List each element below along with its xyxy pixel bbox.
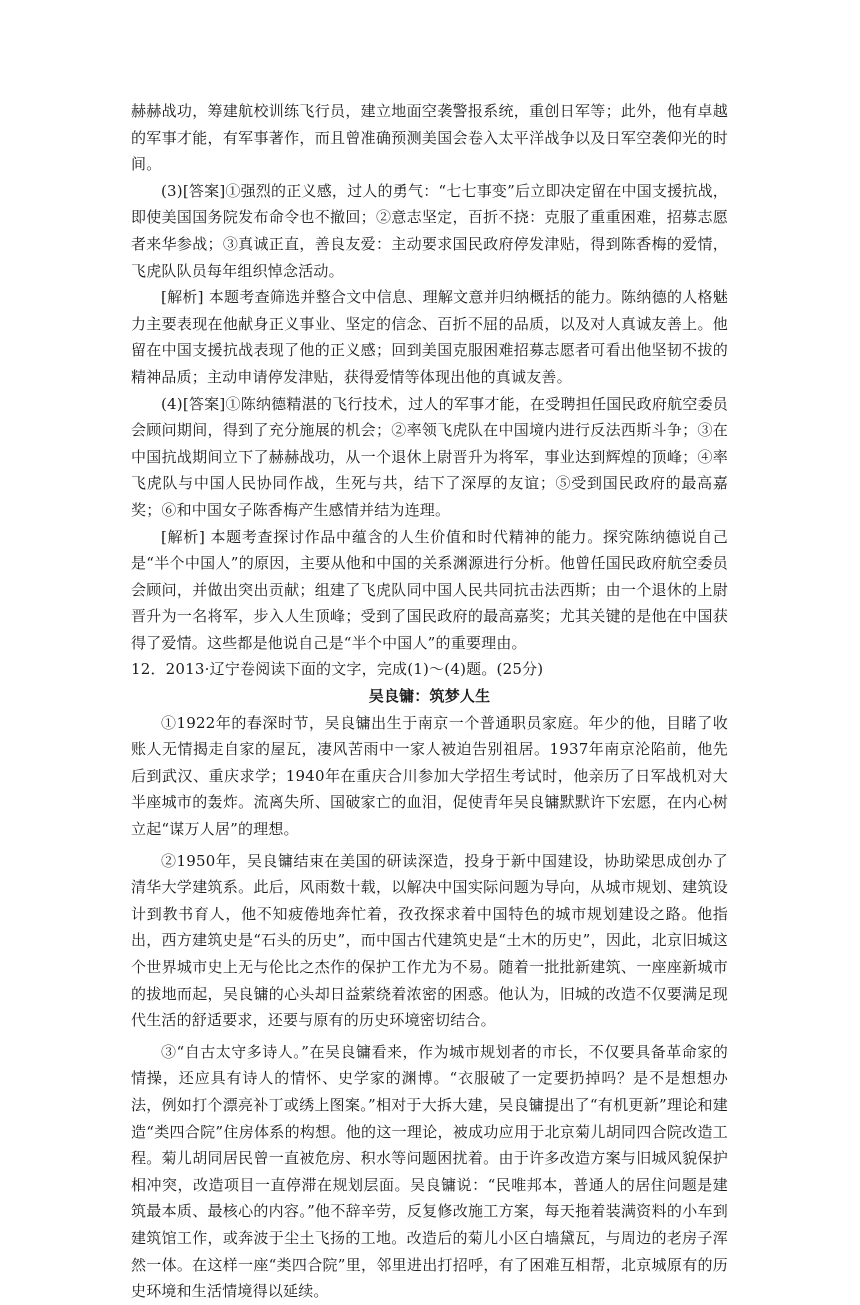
q3-analysis-paragraph (131, 284, 728, 390)
q4-analysis-label: [解析] (161, 527, 205, 546)
article-paragraph-1: ①1922年的春深时节，吴良镛出生于南京一个普通职员家庭。年少的他，目睹了收账人无情揭走自家的屋瓦，凄风苦雨中一家人被迫告别祖居。1937年南京沦陷前，他先后到武汉、重庆求学；1940年在重庆合川参加大学招生考试时，他亲历了日军战机对大半座城市的轰炸。流离失所、国破家亡的血泪，促使青年吴良镛默默许下宏愿，在内心树立起“谋万人居”的理想。 (131, 713, 728, 839)
continued-paragraph: 赫赫战功，筹建航校训练飞行员，建立地面空袭警报系统，重创日军等；此外，他有卓越的军事才能，有军事著作，而且曾准确预测美国会卷入太平洋战争以及日军空袭仰光的时间。 (131, 102, 728, 174)
article-title: 吴良镛：筑梦人生 (368, 687, 491, 706)
q3-answer-label: (3)[答案] (161, 181, 226, 200)
q4-analysis-text: 本题考查探讨作品中蕴含的人生价值和时代精神的能力。探究陈纳德说自己是“半个中国人”的原因，主要从他和中国的关系渊源进行分析。他曾任国民政府航空委员会顾问，并做出突出贡献；组建了飞虎队同中国人民共同抗击法西斯；由一个退休的上尉晋升为一名将军，步入人生顶峰；受到了国民政府的最高嘉奖；尤其关键的是他在中国获得了爱情。这些都是他说自己是“半个中国人”的重要理由。 (131, 527, 728, 652)
q3-answer-text: ①强烈的正义感，过人的勇气：“七七事变”后立即决定留在中国支援抗战，即使美国国务院发布命令也不撤回；②意志坚定，百折不挠：克服了重重困难，招募志愿者来华参战；③真诚正直，善良友爱：主动要求国民政府停发津贴，得到陈香梅的爱情，飞虎队队员每年组织悼念活动。 (131, 181, 729, 280)
question-12-stem: 12．2013·辽宁卷阅读下面的文字，完成(1)～(4)题。(25分) (131, 660, 544, 679)
q4-analysis-paragraph (131, 524, 728, 657)
q4-answer-label: (4)[答案] (161, 394, 226, 413)
q4-answer-text: ①陈纳德精湛的飞行技术，过人的军事才能，在受聘担任国民政府航空委员会顾问期间，得到了充分施展的机会；②率领飞虎队在中国境内进行反法西斯斗争；③在中国抗战期间立下了赫赫战功，从一个退休上尉晋升为将军，事业达到辉煌的顶峰；④率飞虎队与中国人民协同作战，生死与共，结下了深厚的友谊；⑤受到国民政府的最高嘉奖；⑥和中国女子陈香梅产生感情并结为连理。 (131, 394, 729, 519)
article-paragraph-2: ②1950年，吴良镛结束在美国的研读深造，投身于新中国建设，协助梁思成创办了清华大学建筑系。此后，风雨数十载，以解决中国实际问题为导向，从城市规划、建筑设计到教书育人，他不知疲倦地奔忙着，孜孜探求着中国特色的城市规划建设之路。他指出，西方建筑史是“石头的历史”，而中国古代建筑史是“土木的历史”，因此，北京旧城这个世界城市史上无与伦比之杰作的保护工作尤为不易。随着一批批新建筑、一座座新城市的拔地而起，吴良镛的心头却日益萦绕着浓密的困惑。他认为，旧城的改造不仅要满足现代生活的舒适要求，还要与原有的历史环境密切结合。 (131, 851, 728, 1030)
q3-answer-paragraph (131, 178, 728, 284)
q3-analysis-label: [解析] (161, 288, 204, 307)
q4-answer-paragraph (131, 391, 728, 524)
document-page (131, 98, 728, 1305)
article-paragraph-3: ③“自古太守多诗人。”在吴良镛看来，作为城市规划者的市长，不仅要具备革命家的情操，还应具有诗人的情怀、史学家的渊博。“衣服破了一定要扔掉吗？是不是想想办法，例如打个漂亮补丁或绣上图案。”相对于大拆大建，吴良镛提出了“有机更新”理论和建造“类四合院”住房体系的构想。他的这一理论，被成功应用于北京菊儿胡同四合院改造工程。菊儿胡同居民曾一直被危房、积水等问题困扰着。由于许多改造方案与旧城风貌保护相冲突，改造项目一直停滞在规划层面。吴良镛说：“民唯邦本，普通人的居住问题是建筑最本质、最核心的内容。”他不辞辛劳，反复修改施工方案，每天拖着装满资料的小车到建筑馆工作，或奔波于尘土飞扬的工地。改造后的菊儿小区白墙黛瓦，与周边的老房子浑然一体。在这样一座“类四合院”里，邻里进出打招呼，有了困难互相帮，北京城原有的历史环境和生活情境得以延续。 (131, 1042, 728, 1301)
q3-analysis-text: 本题考查筛选并整合文中信息、理解文意并归纳概括的能力。陈纳德的人格魅力主要表现在他献身正义事业、坚定的信念、百折不屈的品质，以及对人真诚友善上。他留在中国支援抗战表现了他的正义感；回到美国克服困难招募志愿者可看出他坚韧不拔的精神品质；主动申请停发津贴，获得爱情等体现出他的真诚友善。 (131, 288, 728, 386)
